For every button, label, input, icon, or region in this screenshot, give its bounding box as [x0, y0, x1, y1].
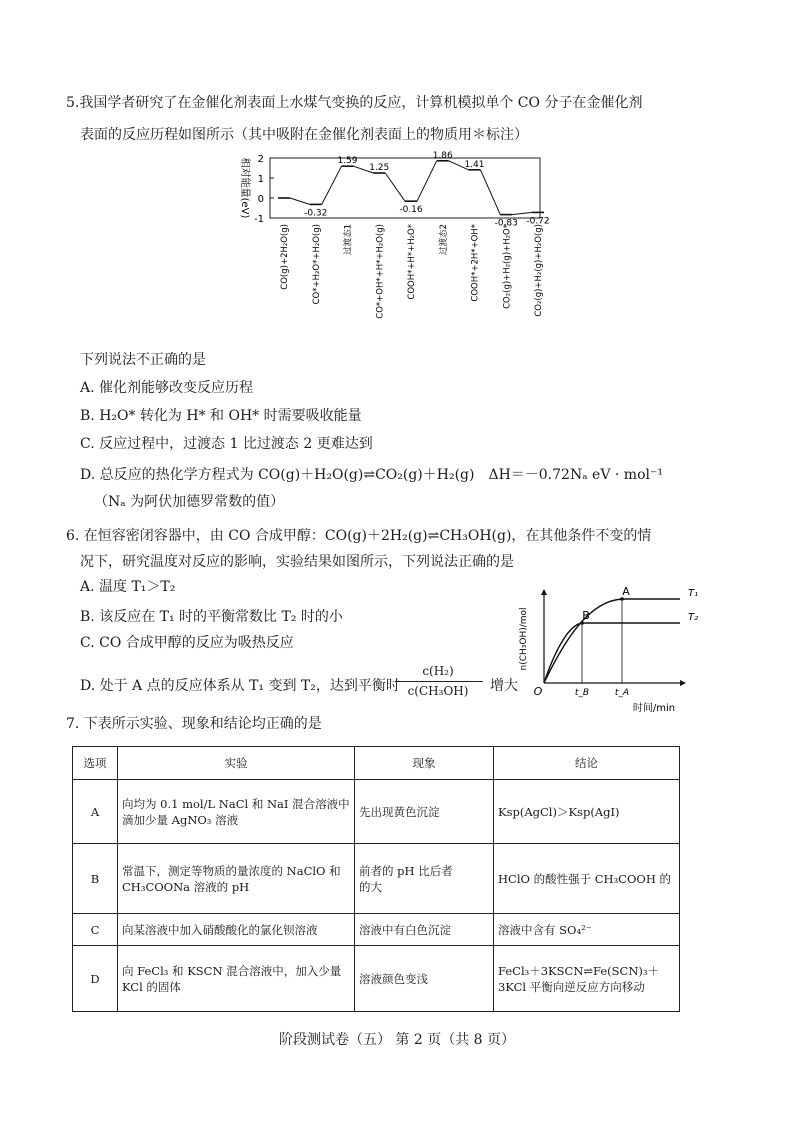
energy-data-label: 1.86: [432, 150, 453, 161]
cell-line: FeCl₃＋3KSCN⇌Fe(SCN)₃＋: [498, 963, 660, 978]
row-experiment: [118, 914, 355, 946]
x-category-label: COOH*+H*+H₂O*: [407, 224, 417, 300]
cell-line: 向 FeCl₃ 和 KSCN 混合溶液中，加入少量: [122, 963, 342, 978]
q6-option-c: C. CO 合成甲醇的反应为吸热反应: [80, 635, 294, 651]
row-option: D: [73, 946, 118, 1012]
table-row: [73, 780, 680, 844]
x-tick-label: t_B: [574, 688, 590, 698]
row-phenomenon: [355, 946, 494, 1012]
x-category-label: CO*+H₂O*+H₂O(g): [311, 224, 322, 305]
energy-connector: [417, 161, 437, 201]
q6-stem-line1: 6. 在恒容密闭容器中，由 CO 合成甲醇：CO(g)＋2H₂(g)⇌CH₃OH(g)，在其他条件不变的情: [66, 528, 652, 544]
table-header-row: [73, 747, 680, 780]
cell-line: 溶液颜色变浅: [359, 971, 428, 986]
cell-line: 先出现黄色沉淀: [359, 804, 440, 819]
energy-connector: [481, 170, 501, 215]
y-tick-label: -1: [254, 214, 264, 225]
q6-stem-line2: 况下，研究温度对反应的影响，实验结果如图所示，下列说法正确的是: [80, 554, 514, 570]
energy-marks: [278, 151, 550, 319]
q5-option-d: D. 总反应的热化学方程式为 CO(g)＋H₂O(g)⇌CO₂(g)＋H₂(g) ΔH＝－0.72Nₐ eV · mol⁻¹: [80, 467, 663, 483]
row-experiment: [118, 844, 355, 914]
energy-data-label: -0.32: [304, 208, 328, 219]
experiment-table: [72, 746, 680, 1012]
energy-data-label: 1.25: [369, 163, 390, 173]
x-category-label: COOH*+2H*+OH*: [470, 224, 481, 302]
cell-line: 滴加少量 AgNO₃ 溶液: [122, 812, 239, 827]
q5-option-a: A. 催化剂能够改变反应历程: [80, 380, 254, 396]
q6-option-b: B. 该反应在 T₁ 时的平衡常数比 T₂ 时的小: [80, 609, 343, 625]
table-row: [73, 844, 680, 914]
table-row: [73, 914, 680, 946]
cell-line: Ksp(AgCl)＞Ksp(AgI): [498, 804, 620, 819]
row-conclusion: [494, 780, 680, 844]
q6-fraction-bar: [395, 681, 483, 682]
x-category-label: 过渡态2: [438, 224, 449, 255]
cell-line: HClO 的酸性强于 CH₃COOH 的: [498, 871, 672, 886]
energy-axes: [239, 154, 540, 225]
header-experiment: 实验: [118, 747, 355, 780]
row-experiment: [118, 780, 355, 844]
row-conclusion: [494, 914, 680, 946]
series-line-t1: [544, 599, 680, 683]
row-conclusion: [494, 844, 680, 914]
table-row: [73, 946, 680, 1012]
q6-option-d-pre: D. 处于 A 点的反应体系从 T₁ 变到 T₂，达到平衡时: [80, 678, 400, 694]
x-axis-label: 时间/min: [632, 703, 676, 714]
row-option: C: [73, 914, 118, 946]
header-conclusion: 结论: [494, 747, 680, 780]
methanol-axes: [519, 589, 686, 714]
cell-line: 3KCl 平衡向逆反应方向移动: [498, 979, 645, 994]
header-option: 选项: [73, 747, 118, 780]
x-category-label: CO₂(g)+H₂(g)+H₂O*: [502, 224, 513, 309]
x-category-label: 过渡态1: [343, 224, 354, 255]
x-category-label: CO(g)+2H₂O(g): [280, 224, 290, 290]
methanol-marks: [544, 585, 698, 683]
y-axis-label: n(CH₃OH)/mol: [519, 607, 529, 671]
cell-line: 常温下，测定等物质的量浓度的 NaClO 和: [122, 863, 341, 878]
q6-option-d-post: 增大: [490, 678, 518, 694]
q5-option-b: B. H₂O* 转化为 H* 和 OH* 时需要吸收能量: [80, 408, 362, 424]
x-axis-arrow: [680, 680, 686, 686]
energy-data-label: 1.41: [464, 159, 485, 170]
methanol-time-chart: [518, 583, 699, 717]
origin-label: O: [533, 685, 543, 698]
cell-line: 向某溶液中加入硝酸酸化的氯化钡溶液: [122, 922, 318, 937]
row-phenomenon: [355, 914, 494, 946]
y-tick-label: 2: [257, 154, 264, 165]
point-a-label: A: [622, 585, 630, 598]
energy-connector: [385, 173, 405, 201]
q6-option-a: A. 温度 T₁＞T₂: [80, 579, 176, 595]
q7-stem: 7. 下表所示实验、现象和结论均正确的是: [66, 716, 322, 732]
cell-line: 向均为 0.1 mol/L NaCl 和 NaI 混合溶液中: [122, 796, 350, 811]
energy-connector: [512, 212, 532, 214]
series-line-t2: [544, 623, 680, 683]
q6-fraction-denominator: c(CH₃OH): [407, 684, 469, 698]
series-label-t2: T₂: [688, 612, 699, 623]
cell-line: 溶液中有白色沉淀: [359, 922, 451, 937]
row-phenomenon: [355, 780, 494, 844]
x-tick-label: t_A: [614, 688, 630, 698]
y-tick-label: 0: [257, 194, 264, 205]
cell-line: KCl 的固体: [122, 979, 181, 994]
page-footer: 阶段测试卷（五） 第 2 页（共 8 页）: [278, 1032, 516, 1048]
cell-line: CH₃COONa 溶液的 pH: [122, 879, 250, 894]
x-category-label: CO*+OH*+H*+H₂O(g): [375, 224, 386, 319]
point-b-label: B: [582, 609, 590, 622]
q5-question: 下列说法不正确的是: [80, 352, 206, 368]
header-phenomenon: 现象: [355, 747, 494, 780]
q5-stem-line2: 表面的反应历程如图所示（其中吸附在金催化剂表面上的物质用＊标注）: [80, 127, 528, 143]
row-option: B: [73, 844, 118, 914]
y-axis-label: 相对能量(eV): [239, 157, 250, 219]
series-label-t1: T₁: [688, 588, 699, 599]
row-conclusion: [494, 946, 680, 1012]
q5-option-d-note: （Nₐ 为阿伏加德罗常数的值）: [94, 494, 285, 510]
energy-profile-chart: [230, 150, 550, 350]
cell-line: 溶液中含有 SO₄²⁻: [498, 922, 592, 937]
x-category-label: CO₂(g)+H₂(g)+H₂O(g): [534, 224, 544, 317]
energy-connector: [322, 166, 342, 204]
row-phenomenon: [355, 844, 494, 914]
q6-fraction-numerator: c(H₂): [422, 664, 454, 678]
energy-connector: [290, 198, 310, 204]
row-experiment: [118, 946, 355, 1012]
cell-line: 的大: [359, 879, 382, 894]
y-axis-arrow: [541, 589, 547, 595]
y-tick-label: 1: [257, 174, 264, 185]
q5-stem-line1: 5.我国学者研究了在金催化剂表面上水煤气变换的反应，计算机模拟单个 CO 分子在金催化剂: [66, 95, 643, 111]
energy-data-label: -0.72: [526, 216, 550, 227]
q5-option-c: C. 反应过程中，过渡态 1 比过渡态 2 更难达到: [80, 436, 373, 452]
row-option: A: [73, 780, 118, 844]
energy-data-label: -0.16: [399, 205, 423, 216]
cell-line: 前者的 pH 比后者: [359, 863, 453, 878]
energy-data-label: 1.59: [337, 156, 358, 167]
energy-data-label: -0.83: [494, 218, 518, 229]
